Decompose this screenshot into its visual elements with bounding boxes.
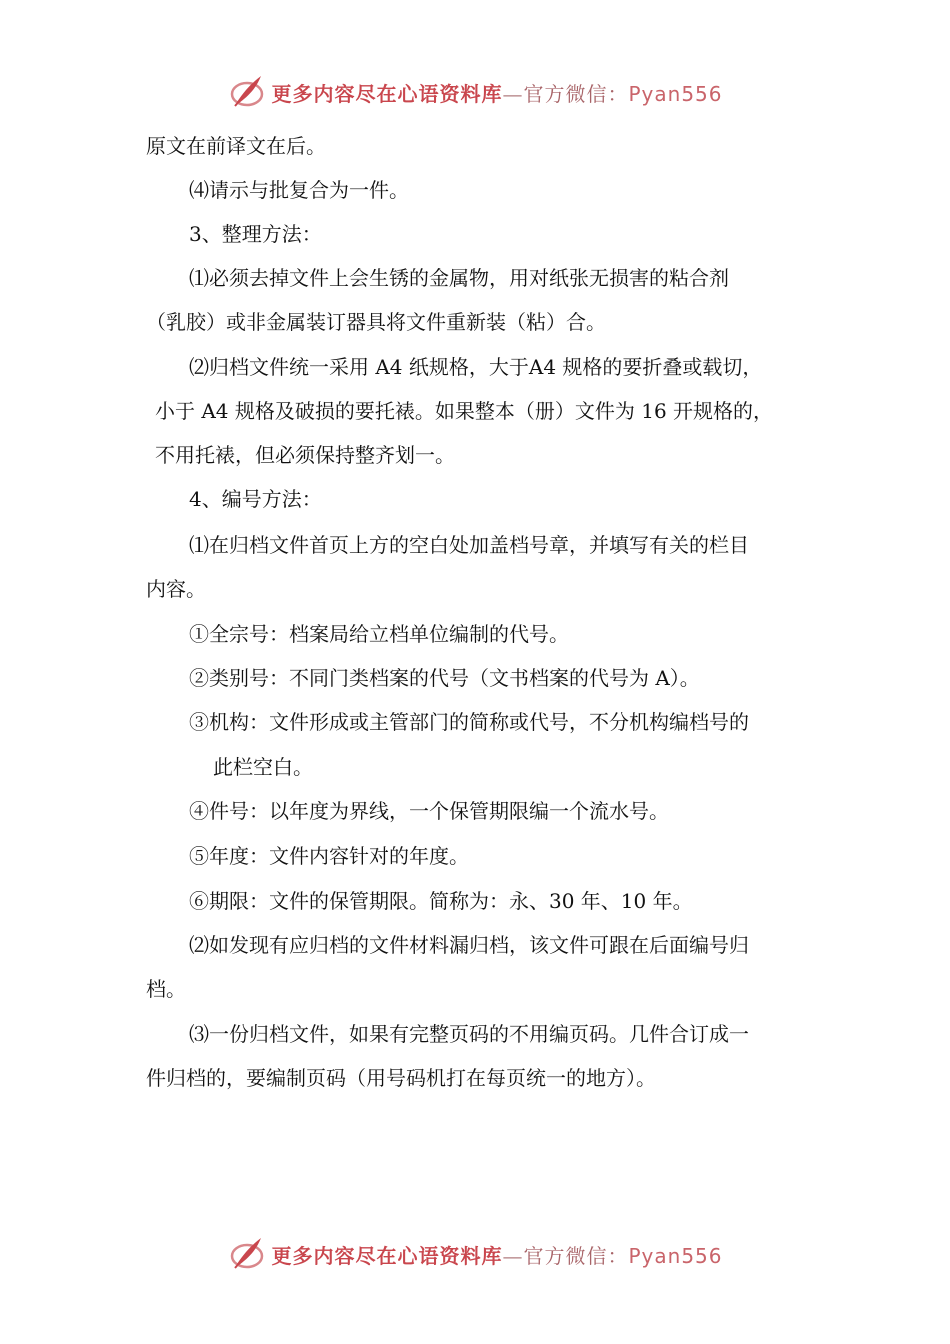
body-line: 件归档的，要编制页码（用号码机打在每页统一的地方）。 bbox=[146, 1066, 656, 1090]
body-line: ⑴在归档文件首页上方的空白处加盖档号章，并填写有关的栏目 bbox=[189, 533, 749, 557]
header-wechat-label: 官方微信： bbox=[523, 81, 629, 106]
body-line: 档。 bbox=[146, 977, 186, 1001]
footer-main-text: 更多内容尽在心语资料库 bbox=[271, 1243, 503, 1268]
body-line: 3、整理方法： bbox=[189, 222, 322, 246]
body-line: ⑶一份归档文件，如果有完整页码的不用编页码。几件合订成一 bbox=[189, 1022, 749, 1046]
feather-quill-logo-icon bbox=[227, 72, 267, 112]
body-line: 4、编号方法： bbox=[189, 487, 322, 511]
header-wechat-id: Pyan556 bbox=[628, 81, 723, 106]
header-separator: — bbox=[502, 81, 524, 106]
body-line: ⑥期限：文件的保管期限。简称为：永、30 年、10 年。 bbox=[189, 889, 693, 913]
body-line: 不用托裱，但必须保持整齐划一。 bbox=[155, 443, 455, 467]
header-text bbox=[271, 78, 722, 107]
body-line: 内容。 bbox=[146, 577, 206, 601]
body-line: ⑵归档文件统一采用 A4 纸规格，大于A4 规格的要折叠或载切， bbox=[189, 355, 763, 379]
body-line: ⑤年度：文件内容针对的年度。 bbox=[189, 844, 469, 868]
footer-separator: — bbox=[502, 1243, 524, 1268]
body-line: ②类别号：不同门类档案的代号（文书档案的代号为 A）。 bbox=[189, 666, 700, 690]
body-line: ⑵如发现有应归档的文件材料漏归档，该文件可跟在后面编号归 bbox=[189, 933, 749, 957]
footer-wechat-label: 官方微信： bbox=[523, 1243, 629, 1268]
footer-text bbox=[271, 1240, 722, 1269]
body-line: ③机构：文件形成或主管部门的简称或代号，不分机构编档号的 bbox=[189, 710, 749, 734]
body-line: 原文在前译文在后。 bbox=[146, 134, 326, 158]
body-line: 小于 A4 规格及破损的要托裱。如果整本（册）文件为 16 开规格的， bbox=[155, 399, 774, 423]
body-line: ⑴必须去掉文件上会生锈的金属物，用对纸张无损害的粘合剂 bbox=[189, 266, 729, 290]
body-line: （乳胶）或非金属装订器具将文件重新装（粘）合。 bbox=[146, 310, 606, 334]
header-main-text: 更多内容尽在心语资料库 bbox=[271, 81, 503, 106]
feather-quill-logo-icon bbox=[227, 1234, 267, 1274]
body-line: 此栏空白。 bbox=[213, 755, 313, 779]
body-line: ①全宗号：档案局给立档单位编制的代号。 bbox=[189, 622, 569, 646]
body-line: ④件号：以年度为界线，一个保管期限编一个流水号。 bbox=[189, 799, 669, 823]
body-line: ⑷请示与批复合为一件。 bbox=[189, 178, 409, 202]
footer-wechat-id: Pyan556 bbox=[628, 1243, 723, 1268]
footer-banner bbox=[0, 1232, 950, 1276]
header-banner bbox=[0, 70, 950, 114]
